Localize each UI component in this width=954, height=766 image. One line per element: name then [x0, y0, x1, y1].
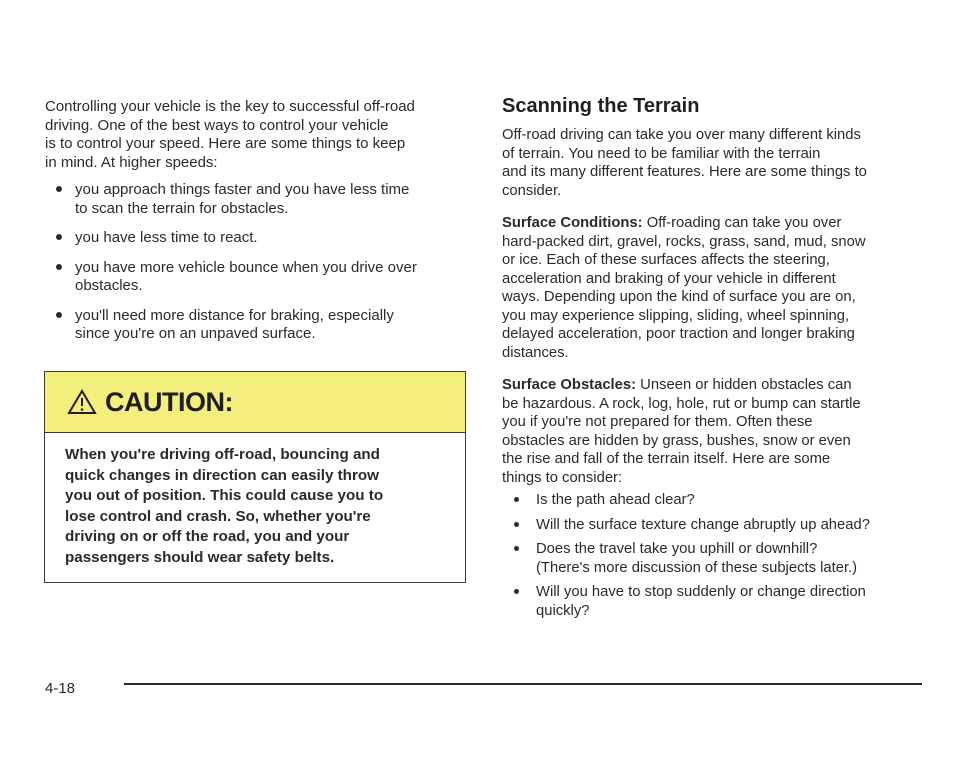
surface-conditions-term: Surface Conditions:: [502, 215, 643, 231]
bullet-dot-icon: [514, 497, 519, 502]
caution-line: you out of position. This could cause you to: [65, 487, 384, 505]
bullet-line: since you're on an unpaved surface.: [75, 325, 316, 342]
intro-line: and its many different features. Here are some things to: [502, 164, 867, 180]
question-item: [502, 491, 922, 510]
intro-line: is to control your speed. Here are some things to keep: [45, 135, 406, 152]
bullet-item: [45, 307, 470, 344]
question-item: [502, 583, 922, 620]
surface-obstacles-paragraph: [502, 376, 922, 487]
bullet-line: to scan the terrain for obstacles.: [75, 199, 289, 217]
paragraph-text: Off-roading can take you over: [642, 215, 842, 231]
bullet-line: you approach things faster and you have less time: [75, 181, 410, 198]
caution-box: [44, 371, 466, 583]
question-line: Will the surface texture change abruptly up ahead?: [536, 516, 870, 533]
intro-line: Controlling your vehicle is the key to successful off-road: [45, 98, 415, 115]
bullet-dot-icon: [514, 546, 519, 551]
bullet-line: obstacles.: [75, 277, 143, 294]
terrain-intro: [502, 126, 922, 200]
bullet-dot-icon: [56, 186, 62, 192]
paragraph-line: delayed acceleration, poor traction and longer braking: [502, 326, 855, 342]
speed-bullet-list: [45, 181, 470, 344]
caution-line: passengers should wear safety belts.: [65, 548, 335, 566]
intro-line: Off-road driving can take you over many different kinds: [502, 127, 861, 143]
paragraph-line: ways. Depending upon the kind of surface you are on,: [502, 289, 856, 305]
bullet-item: [45, 259, 470, 296]
intro-line: consider.: [502, 182, 562, 199]
question-list: [502, 491, 922, 620]
paragraph-line: or ice. Each of these surfaces affects the steering,: [502, 252, 830, 268]
footer-rule: [124, 683, 922, 685]
paragraph-first-line: [502, 214, 922, 233]
question-line: quickly?: [536, 602, 590, 619]
paragraph-line: you if you're not prepared for them. Often these: [502, 414, 813, 430]
left-column: [45, 98, 470, 355]
right-column: [502, 94, 922, 626]
intro-paragraph: [45, 98, 470, 172]
caution-line: When you're driving off-road, bouncing and: [65, 446, 380, 463]
caution-line: lose control and crash. So, whether you're: [65, 507, 371, 525]
paragraph-line: acceleration and braking of your vehicle in different: [502, 270, 836, 287]
paragraph-line: obstacles are hidden by grass, bushes, snow or even: [502, 432, 851, 449]
paragraph-first-line: [502, 376, 922, 395]
caution-header: [45, 372, 465, 433]
question-line: Will you have to stop suddenly or change direction: [536, 584, 866, 600]
page-number: 4-18: [45, 680, 76, 697]
question-line: Is the path ahead clear?: [536, 492, 695, 508]
caution-title: CAUTION:: [105, 386, 233, 417]
paragraph-line: you may experience slipping, sliding, wheel spinning,: [502, 307, 850, 324]
paragraph-line: the rise and fall of the terrain itself. Here are some: [502, 451, 831, 467]
question-line: (There's more discussion of these subjects later.): [536, 559, 858, 576]
question-item: [502, 516, 922, 535]
caution-line: driving on or off the road, you and your: [65, 528, 350, 546]
question-item: [502, 540, 922, 577]
paragraph-line: things to consider:: [502, 469, 623, 486]
surface-obstacles-term: Surface Obstacles:: [502, 377, 637, 393]
bullet-line: you have more vehicle bounce when you drive over: [75, 258, 417, 276]
bullet-dot-icon: [56, 234, 62, 240]
paragraph-line: distances.: [502, 344, 569, 361]
bullet-line: you have less time to react.: [75, 229, 258, 246]
question-line: Does the travel take you uphill or downhill?: [536, 541, 818, 557]
bullet-dot-icon: [56, 312, 62, 318]
bullet-item: [45, 181, 470, 218]
bullet-dot-icon: [56, 264, 62, 270]
surface-conditions-paragraph: [502, 214, 922, 362]
section-heading: Scanning the Terrain: [502, 95, 700, 117]
paragraph-line: hard-packed dirt, gravel, rocks, grass, sand, mud, snow: [502, 233, 866, 250]
bullet-dot-icon: [514, 589, 519, 594]
caution-line: quick changes in direction can easily throw: [65, 466, 379, 484]
intro-line: of terrain. You need to be familiar with the terrain: [502, 145, 821, 162]
intro-line: in mind. At higher speeds:: [45, 153, 218, 171]
intro-line: driving. One of the best ways to control your vehicle: [45, 116, 389, 134]
paragraph-text: Unseen or hidden obstacles can: [636, 377, 852, 393]
bullet-item: [45, 229, 470, 248]
bullet-dot-icon: [514, 522, 519, 527]
caution-body: [45, 433, 465, 569]
bullet-line: you'll need more distance for braking, especially: [75, 306, 394, 324]
paragraph-line: be hazardous. A rock, log, hole, rut or bump can startle: [502, 395, 861, 412]
warning-triangle-icon: [67, 389, 97, 415]
